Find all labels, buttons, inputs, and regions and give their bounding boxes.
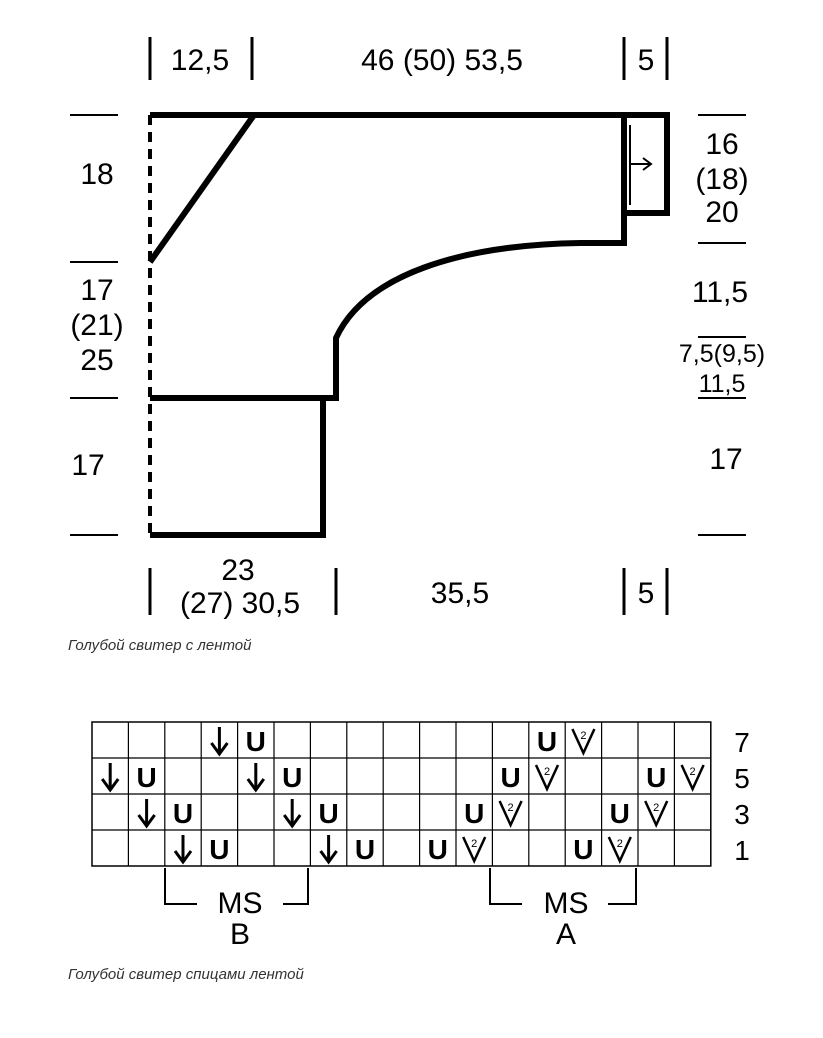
ms-a-label: A [555, 918, 577, 951]
u-stitch-icon: U [646, 762, 667, 793]
left-dim-label: 17 [80, 274, 114, 307]
row-number: 1 [734, 835, 750, 866]
down-arrow-icon [175, 835, 191, 862]
u-stitch-icon: U [427, 834, 448, 865]
v2-stitch-icon [572, 729, 594, 753]
svg-text:2: 2 [507, 802, 514, 814]
svg-text:2: 2 [616, 838, 623, 850]
svg-text:2: 2 [689, 766, 696, 778]
down-arrow-icon [248, 763, 264, 790]
right-dim-label: 11,5 [698, 370, 746, 398]
right-dim-label: 17 [709, 443, 743, 476]
row-number: 3 [734, 799, 750, 830]
ms-b-label: MS [217, 887, 263, 920]
ms-b-bracket [165, 868, 197, 904]
left-dim-label: 25 [80, 344, 114, 377]
top-dim-label: 12,5 [170, 44, 230, 77]
svg-text:2: 2 [471, 838, 478, 850]
u-stitch-icon: U [609, 798, 630, 829]
sweater-schematic [70, 37, 765, 620]
down-arrow-icon [211, 727, 227, 754]
caption-schematic: Голубой свитер с лентой [68, 637, 252, 654]
v2-stitch-icon [536, 765, 558, 789]
left-dim-label: (21) [70, 309, 124, 342]
neckline [150, 115, 254, 262]
caption-chart: Голубой свитер спицами лентой [68, 966, 304, 983]
u-stitch-icon: U [282, 762, 303, 793]
right-dim-label: 16 [705, 128, 739, 161]
right-dim-label: 20 [705, 196, 739, 229]
u-stitch-icon: U [136, 762, 157, 793]
right-dim-label: (18) [695, 163, 749, 196]
svg-text:2: 2 [543, 766, 551, 778]
down-arrow-icon [284, 799, 300, 826]
v2-stitch-icon [645, 801, 667, 825]
body-outline [150, 115, 624, 535]
bottom-dim-label: (27) 30,5 [179, 587, 301, 620]
ms-a-bracket [490, 868, 522, 904]
down-arrow-icon [321, 835, 337, 862]
bottom-dim-label: 23 [221, 554, 255, 587]
u-stitch-icon: U [354, 834, 376, 865]
u-stitch-icon: U [536, 726, 558, 757]
top-dim-label: 5 [637, 44, 655, 77]
svg-text:2: 2 [580, 730, 587, 742]
v2-stitch-icon [500, 801, 522, 825]
ms-a-label: MS [543, 887, 589, 920]
down-arrow-icon [102, 763, 118, 790]
stitch-chart [92, 722, 750, 951]
right-dim-label: 11,5 [691, 276, 749, 309]
left-dim-label: 17 [71, 449, 105, 482]
bottom-dim-label: 5 [637, 577, 655, 610]
ms-a-bracket [608, 868, 636, 904]
u-stitch-icon: U [500, 762, 521, 793]
chart-symbols [102, 726, 703, 865]
v2-stitch-icon [609, 837, 631, 861]
v2-stitch-icon [463, 837, 485, 861]
u-stitch-icon: U [172, 798, 194, 829]
u-stitch-icon: U [245, 726, 266, 757]
row-number: 7 [734, 727, 750, 758]
right-dim-label: 7,5(9,5) [678, 340, 766, 368]
v2-stitch-icon [682, 765, 704, 789]
u-stitch-icon: U [464, 798, 485, 829]
u-stitch-icon: U [573, 834, 594, 865]
ms-b-bracket [283, 868, 308, 904]
bottom-dim-label: 35,5 [430, 577, 490, 610]
down-arrow-icon [139, 799, 155, 826]
left-dim-label: 18 [80, 158, 114, 191]
u-stitch-icon: U [209, 834, 230, 865]
u-stitch-icon: U [318, 798, 339, 829]
top-dim-label: 46 (50) 53,5 [361, 44, 523, 77]
ms-b-label: B [229, 918, 251, 951]
row-number: 5 [734, 763, 750, 794]
svg-text:2: 2 [653, 802, 660, 814]
